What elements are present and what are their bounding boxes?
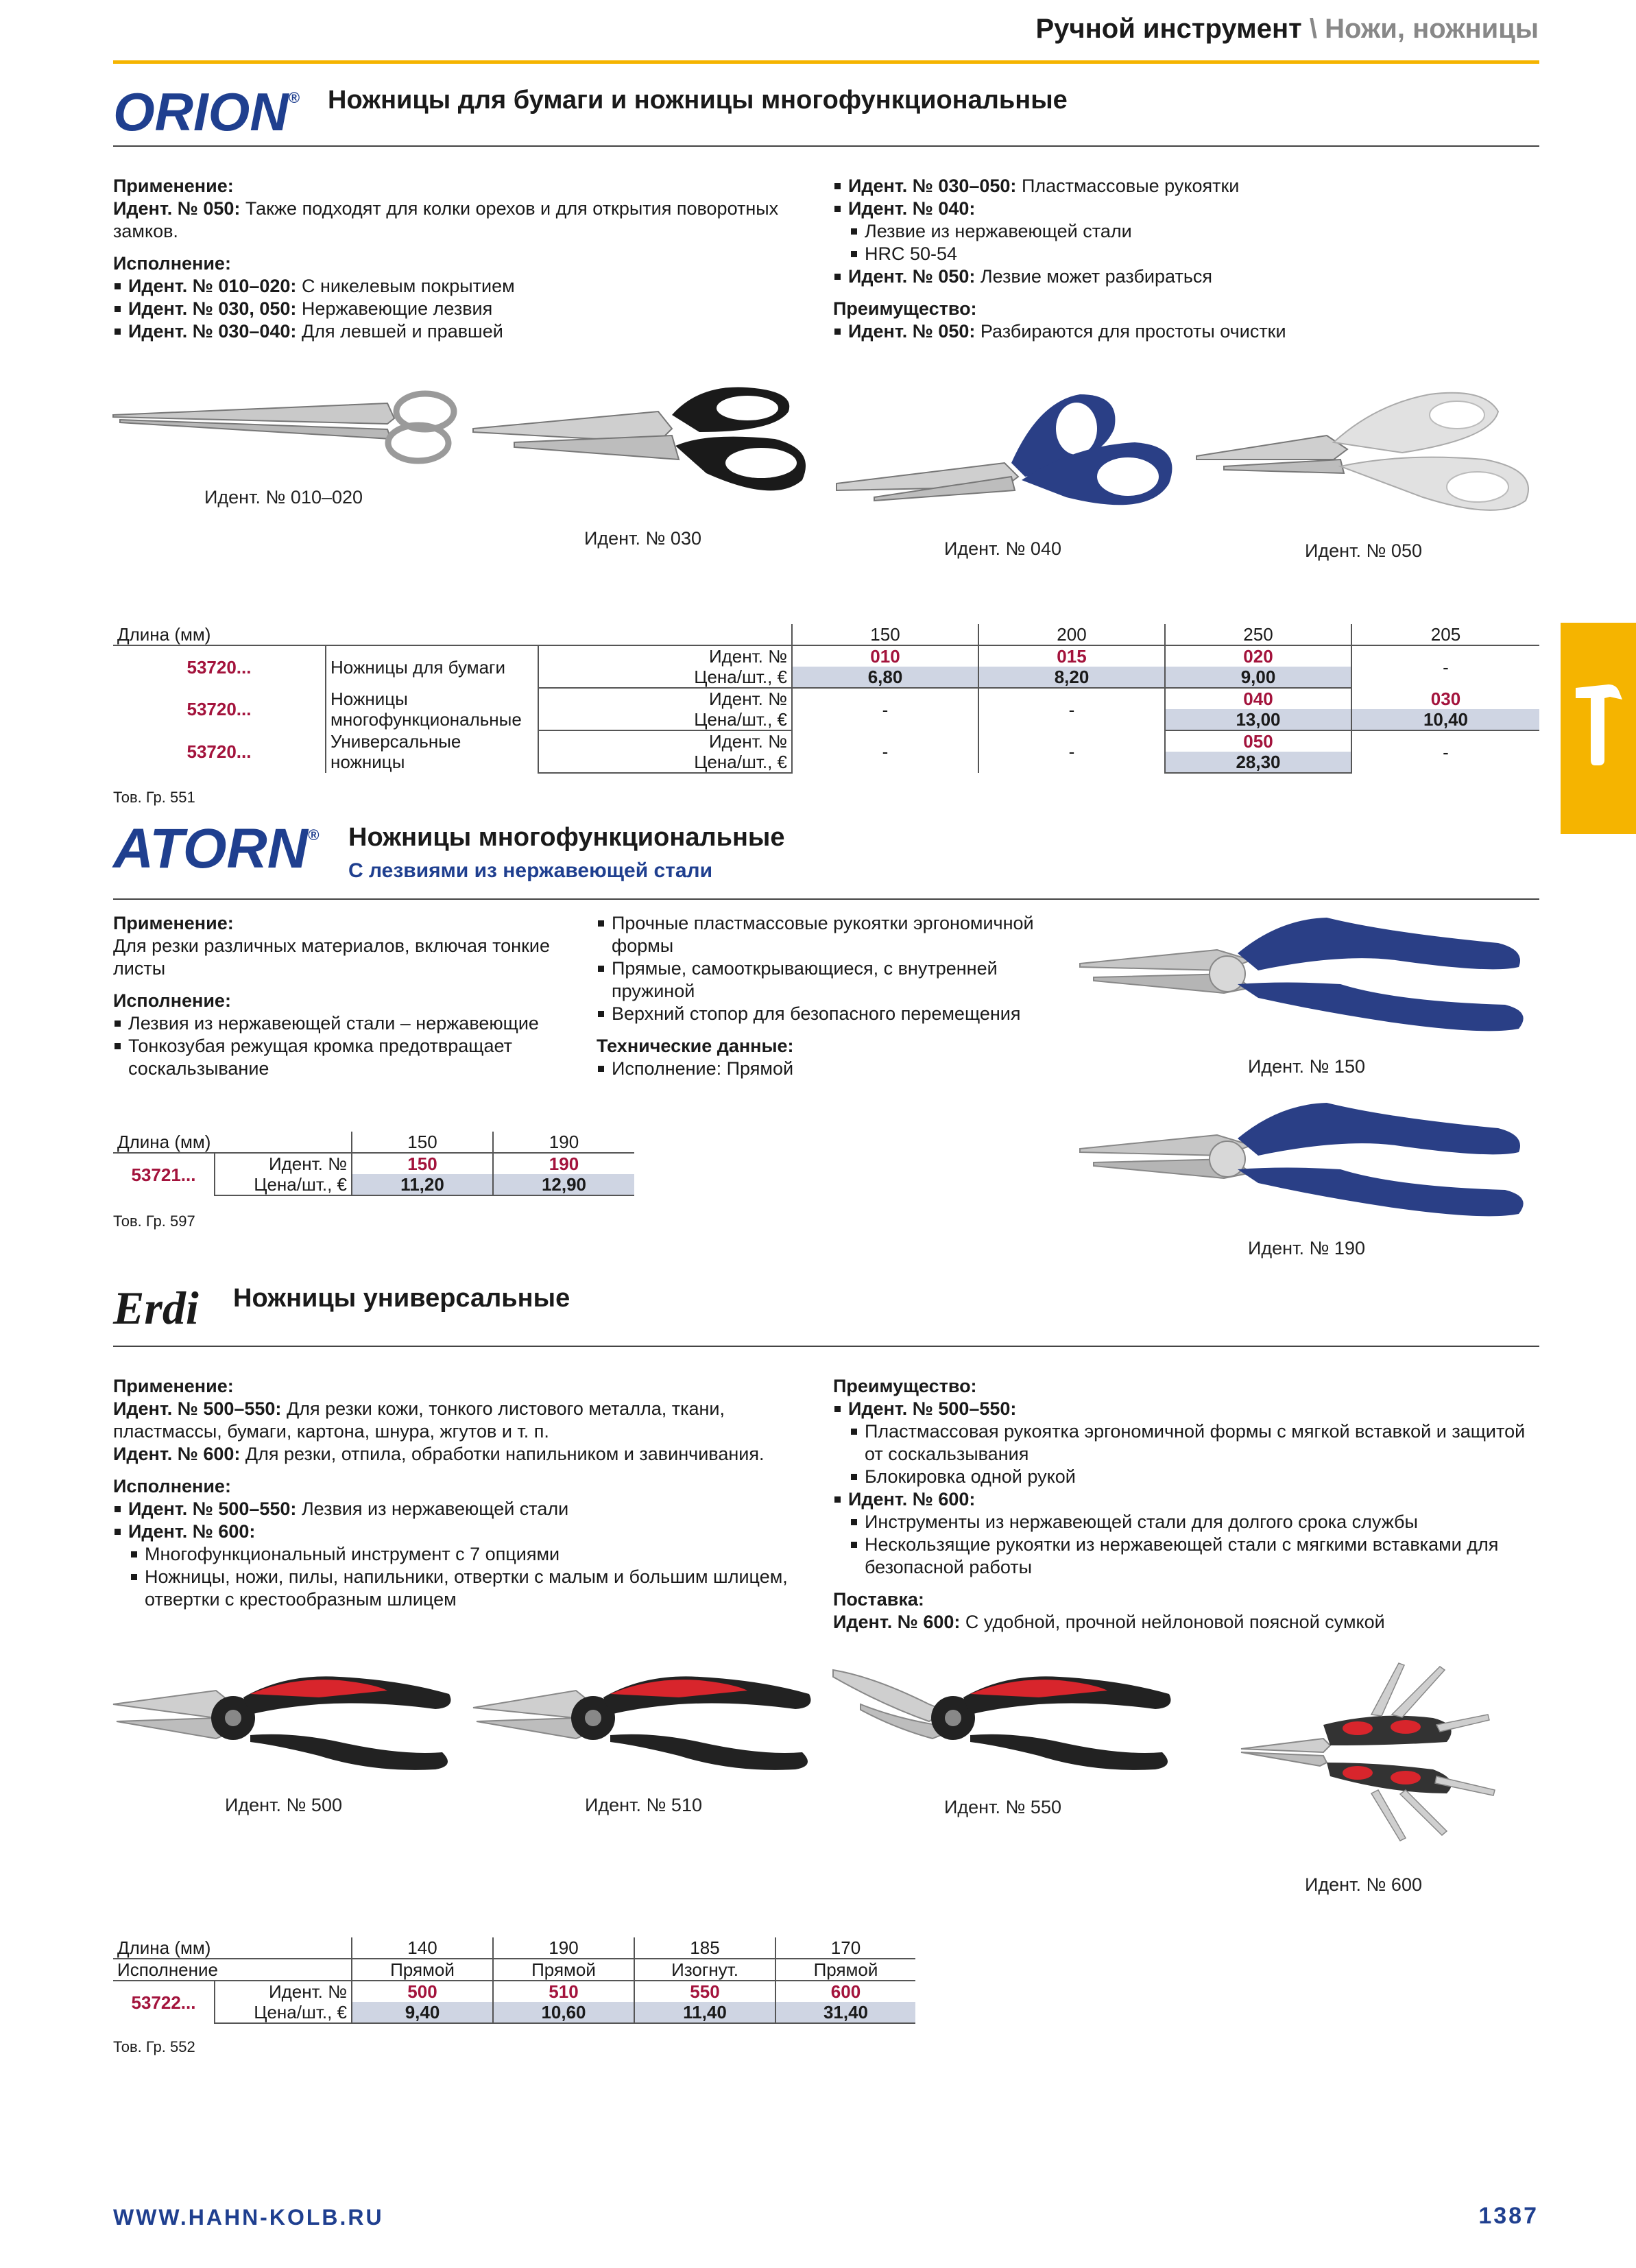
paragraph-text: Для резки, отпила, обработки напильником и завинчивания. (240, 1444, 765, 1464)
list-item-bold-label: Идент. № 030, 050: (128, 298, 297, 319)
orion-length-label: Длина (мм) (113, 624, 538, 645)
list-item (113, 1498, 819, 1520)
orion-row3-price-label: Цена/шт., € (538, 752, 792, 773)
erdi-price-510: 10,60 (493, 2002, 634, 2023)
orion-id-010: 010 (792, 645, 978, 667)
erdi-length-140: 140 (352, 1937, 493, 1959)
sub-list-item (850, 1420, 1539, 1466)
atorn-price-150: 11,20 (352, 1174, 493, 1195)
list-item-text: Пластмассовая рукоятка эргономичной формы с мягкой вставкой и защитой от соскальзывания (865, 1421, 1526, 1464)
atorn-description-right (597, 912, 1076, 1080)
erdi-id-500: 500 (352, 1981, 493, 2002)
erdi-exec-500: Прямой (352, 1959, 493, 1981)
sub-list-item (850, 1533, 1539, 1579)
bullet-list (597, 1058, 1076, 1080)
list-item (833, 1398, 1539, 1420)
atorn-logo-text: ATORN® (113, 817, 320, 880)
list-item (113, 275, 813, 298)
list-item-bold-label: Идент. № 030–040: (128, 321, 297, 342)
side-tab (1561, 623, 1636, 834)
scissors-010-image (113, 384, 463, 466)
orion-logo-text: ORION® (113, 82, 300, 142)
atorn-logo (113, 817, 346, 881)
list-item-text: HRC 50-54 (865, 243, 958, 264)
paragraph-text: Для резки кожи, тонкого листового металла, ткани, пластмассы, бумаги, картона, шнура, жгутов и т. п. (113, 1398, 725, 1442)
orion-length-205: 205 (1351, 624, 1539, 645)
paragraph-text: Также подходят для колки орехов и для открытия поворотных замков. (113, 198, 779, 241)
list-item-text: Исполнение: Прямой (612, 1058, 794, 1079)
erdi-scissors-500-image (113, 1667, 463, 1776)
orion-row2-id-label: Идент. № (538, 688, 792, 709)
orion-price-050: 28,30 (1165, 752, 1351, 773)
paragraph-bold-label: Идент. № 500–550: (113, 1398, 282, 1419)
erdi-price-table (113, 1937, 915, 2024)
erdi-product-group: Тов. Гр. 552 (113, 2038, 195, 2055)
erdi-scissors-550-image (833, 1663, 1183, 1780)
erdi-id-550: 550 (634, 1981, 775, 2002)
atorn-id-190: 190 (493, 1153, 634, 1174)
paragraph-bold-label: Идент. № 600: (833, 1612, 961, 1632)
orion-id-050: 050 (1165, 730, 1351, 752)
erdi-length-label: Длина (мм) (117, 1937, 211, 1958)
list-item-text: Лезвия из нержавеющей стали – нержавеющие (128, 1013, 539, 1034)
sub-list (113, 1543, 819, 1611)
atorn-price-table (113, 1132, 634, 1196)
orion-caption-050: Идент. № 050 (1305, 540, 1422, 561)
section-heading: Поставка: (833, 1589, 924, 1610)
paragraph-bold-label: Идент. № 600: (113, 1444, 241, 1464)
erdi-id-600: 600 (775, 1981, 915, 2002)
sub-list-item (850, 1511, 1539, 1533)
paragraph-bold-label: Идент. № 050: (113, 198, 241, 219)
paragraph (113, 935, 586, 980)
orion-title: Ножницы для бумаги и ножницы многофункциональные (328, 86, 1068, 115)
erdi-rule (113, 1346, 1539, 1347)
list-item (833, 1488, 1539, 1511)
list-item (833, 198, 1539, 220)
orion-price-030: 10,40 (1351, 709, 1539, 730)
orion-length-200: 200 (978, 624, 1165, 645)
list-item-bold-label: Идент. № 050: (848, 321, 976, 342)
list-item-text: Нержавеющие лезвия (296, 298, 493, 319)
list-item (833, 265, 1539, 288)
list-item-bold-label: Идент. № 050: (848, 266, 976, 287)
erdi-multitool-600-image (1241, 1660, 1502, 1845)
erdi-logo (113, 1282, 223, 1341)
list-item (597, 1003, 1076, 1025)
section-heading: Преимущество: (833, 298, 977, 319)
list-item (113, 1035, 586, 1080)
orion-length-150: 150 (792, 624, 978, 645)
bullet-list (833, 1488, 1539, 1511)
orion-row3-id-label: Идент. № (538, 730, 792, 752)
orion-row2-name: Ножницы многофункциональные (326, 688, 538, 730)
list-item-text: Верхний стопор для безопасного перемещения (612, 1003, 1021, 1024)
list-item (833, 320, 1539, 343)
atorn-title: Ножницы многофункциональные (348, 823, 785, 852)
orion-id-020: 020 (1165, 645, 1351, 667)
orion-price-040: 13,00 (1165, 709, 1351, 730)
section-heading: Применение: (113, 176, 234, 196)
erdi-length-190: 190 (493, 1937, 634, 1959)
paragraph (113, 1398, 819, 1443)
atorn-art: 53721... (131, 1164, 196, 1185)
orion-id-015: 015 (978, 645, 1165, 667)
erdi-description-right (833, 1375, 1539, 1634)
orion-price-015: 8,20 (978, 667, 1165, 688)
atorn-subtitle: С лезвиями из нержавеющей стали (348, 859, 713, 882)
list-item-bold-label: Идент. № 010–020: (128, 276, 297, 296)
erdi-title: Ножницы универсальные (233, 1284, 570, 1313)
section-heading: Применение: (113, 913, 234, 933)
sub-list-item (850, 243, 1539, 265)
list-item-bold-label: Идент. № 500–550: (128, 1499, 297, 1519)
erdi-price-600: 31,40 (775, 2002, 915, 2023)
erdi-price-label: Цена/шт., € (215, 2002, 352, 2023)
spacer (113, 243, 813, 252)
orion-description-right (833, 175, 1539, 343)
orion-row2-price-label: Цена/шт., € (538, 709, 792, 730)
bullet-list (833, 320, 1539, 343)
section-heading: Преимущество: (833, 1376, 977, 1396)
orion-row1-name: Ножницы для бумаги (326, 645, 538, 688)
spacer (833, 288, 1539, 298)
erdi-caption-550: Идент. № 550 (944, 1797, 1061, 1817)
erdi-exec-label: Исполнение (113, 1959, 352, 1981)
spacer (113, 1466, 819, 1475)
orion-caption-010: Идент. № 010–020 (204, 487, 363, 508)
erdi-caption-500: Идент. № 500 (225, 1795, 342, 1815)
atorn-scissors-150-image (1080, 912, 1539, 1042)
list-item-bold-label: Идент. № 600: (128, 1521, 256, 1542)
erdi-exec-550: Изогнут. (634, 1959, 775, 1981)
page-header (1035, 14, 1539, 45)
list-item-text: Лезвия из нержавеющей стали (296, 1499, 569, 1519)
list-item (597, 912, 1076, 957)
list-item-text: Ножницы, ножи, пилы, напильники, отвертки с малым и большим шлицем, отвертки с крестообразным шлицем (145, 1566, 788, 1610)
page-number: 1387 (1478, 2203, 1539, 2229)
list-item-text: Разбираются для простоты очистки (975, 321, 1286, 342)
header-separator: \ (1309, 14, 1317, 44)
erdi-id-label: Идент. № (215, 1981, 352, 2002)
list-item-text: Для левшей и правшей (296, 321, 503, 342)
orion-price-020: 9,00 (1165, 667, 1351, 688)
section-heading: Исполнение: (113, 990, 231, 1011)
atorn-length-150: 150 (352, 1132, 493, 1153)
list-item-text: Блокировка одной рукой (865, 1466, 1076, 1487)
paragraph (113, 1443, 819, 1466)
spacer (833, 1579, 1539, 1588)
list-item-text: Многофункциональный инструмент с 7 опциями (145, 1544, 560, 1564)
erdi-exec-600: Прямой (775, 1959, 915, 1981)
footer-url[interactable]: WWW.HAHN-KOLB.RU (113, 2205, 384, 2230)
bullet-list (113, 275, 813, 343)
sub-list-item (130, 1566, 819, 1611)
list-item-text: Прочные пластмассовые рукоятки эргономичной формы (612, 913, 1034, 956)
erdi-price-500: 9,40 (352, 2002, 493, 2023)
list-item-text: Пластмассовые рукоятки (1016, 176, 1240, 196)
orion-length-250: 250 (1165, 624, 1351, 645)
sub-list-item (850, 220, 1539, 243)
orion-id-030: 030 (1351, 688, 1539, 709)
atorn-price-190: 12,90 (493, 1174, 634, 1195)
orion-row3-price-200: - (978, 730, 1165, 773)
orion-caption-040: Идент. № 040 (944, 538, 1061, 559)
paragraph (833, 1611, 1539, 1634)
section-heading: Применение: (113, 1376, 234, 1396)
orion-row2-art: 53720... (187, 699, 252, 719)
hammer-icon (1561, 623, 1636, 834)
orion-description-left (113, 175, 813, 343)
scissors-050-image (1196, 384, 1539, 521)
list-item-text: Лезвие может разбираться (975, 266, 1213, 287)
list-item (597, 957, 1076, 1003)
atorn-length-190: 190 (493, 1132, 634, 1153)
orion-price-010: 6,80 (792, 667, 978, 688)
erdi-caption-600: Идент. № 600 (1305, 1874, 1422, 1895)
paragraph (113, 198, 813, 243)
scissors-030-image (473, 384, 816, 501)
atorn-rule (113, 898, 1539, 900)
header-subsection: Ножи, ножницы (1325, 14, 1539, 44)
orion-row1-price-205: - (1351, 645, 1539, 688)
atorn-caption-150: Идент. № 150 (1248, 1056, 1365, 1077)
sub-list-item (850, 1466, 1539, 1488)
atorn-price-label: Цена/шт., € (215, 1174, 352, 1195)
paragraph-text: С удобной, прочной нейлоновой поясной сумкой (960, 1612, 1385, 1632)
list-item (113, 298, 813, 320)
atorn-length-label: Длина (мм) (113, 1132, 352, 1153)
header-rule (113, 60, 1539, 64)
atorn-caption-190: Идент. № 190 (1248, 1238, 1365, 1258)
orion-id-040: 040 (1165, 688, 1351, 709)
spacer (597, 1025, 1076, 1035)
orion-row3-price-150: - (792, 730, 978, 773)
bullet-list (833, 1398, 1539, 1420)
list-item-text: Прямые, самооткрывающиеся, с внутренней пружиной (612, 958, 998, 1001)
bullet-list (597, 912, 1076, 1025)
erdi-caption-510: Идент. № 510 (585, 1795, 702, 1815)
list-item-bold-label: Идент. № 030–050: (848, 176, 1017, 196)
erdi-length-170: 170 (775, 1937, 915, 1959)
orion-product-group: Тов. Гр. 551 (113, 789, 195, 806)
section-heading: Технические данные: (597, 1036, 794, 1056)
orion-row2-price-150: - (792, 688, 978, 730)
erdi-description-left (113, 1375, 819, 1611)
paragraph-text: Для резки различных материалов, включая тонкие листы (113, 935, 550, 979)
list-item-text: Тонкозубая режущая кромка предотвращает соскальзывание (128, 1036, 512, 1079)
orion-row1-price-label: Цена/шт., € (538, 667, 792, 688)
atorn-id-label: Идент. № (215, 1153, 352, 1174)
orion-logo (113, 82, 319, 144)
atorn-scissors-190-image (1080, 1097, 1539, 1228)
list-item-bold-label: Идент. № 600: (848, 1489, 976, 1509)
erdi-length-185: 185 (634, 1937, 775, 1959)
orion-row3-price-205: - (1351, 730, 1539, 773)
sub-list (833, 1420, 1539, 1488)
list-item (833, 175, 1539, 198)
spacer (113, 980, 586, 990)
bullet-list (113, 1498, 819, 1543)
orion-price-table (113, 624, 1539, 774)
list-item-text: Нескользящие рукоятки из нержавеющей стали с мягкими вставками для безопасной работы (865, 1534, 1499, 1577)
list-item-text: С никелевым покрытием (296, 276, 515, 296)
list-item (113, 1520, 819, 1543)
list-item (113, 1012, 586, 1035)
list-item-text: Лезвие из нержавеющей стали (865, 221, 1132, 241)
sub-list (833, 220, 1539, 265)
bullet-list (113, 1012, 586, 1080)
atorn-product-group: Тов. Гр. 597 (113, 1213, 195, 1230)
atorn-id-150: 150 (352, 1153, 493, 1174)
orion-rule (113, 145, 1539, 147)
erdi-exec-510: Прямой (493, 1959, 634, 1981)
list-item-text: Инструменты из нержавеющей стали для долгого срока службы (865, 1512, 1418, 1532)
section-heading: Исполнение: (113, 253, 231, 274)
sub-list-item (130, 1543, 819, 1566)
orion-row1-art: 53720... (187, 656, 252, 678)
orion-row2-price-200: - (978, 688, 1165, 730)
erdi-logo-text: Erdi (113, 1282, 199, 1334)
list-item (597, 1058, 1076, 1080)
list-item-bold-label: Идент. № 500–550: (848, 1398, 1017, 1419)
bullet-list (833, 265, 1539, 288)
header-section: Ручной инструмент (1035, 14, 1302, 44)
section-heading: Исполнение: (113, 1476, 231, 1496)
orion-caption-030: Идент. № 030 (584, 528, 701, 549)
erdi-scissors-510-image (473, 1667, 823, 1776)
atorn-description-left (113, 912, 586, 1080)
list-item (113, 320, 813, 343)
bullet-list (833, 175, 1539, 220)
sub-list (833, 1511, 1539, 1579)
orion-row1-id-label: Идент. № (538, 645, 792, 667)
list-item-bold-label: Идент. № 040: (848, 198, 976, 219)
erdi-price-550: 11,40 (634, 2002, 775, 2023)
orion-row3-art: 53720... (187, 741, 252, 762)
orion-row3-name: Универсальные ножницы (326, 730, 538, 773)
scissors-040-image (833, 381, 1183, 518)
erdi-id-510: 510 (493, 1981, 634, 2002)
erdi-art: 53722... (131, 1992, 196, 2013)
